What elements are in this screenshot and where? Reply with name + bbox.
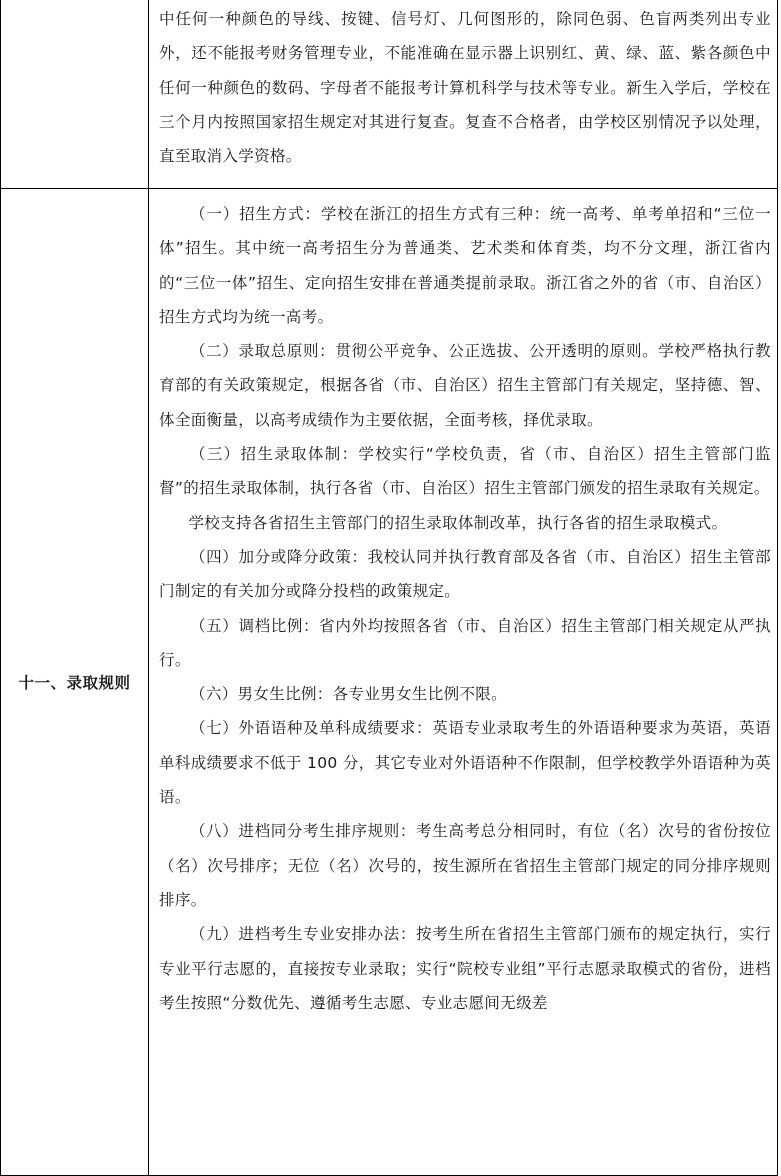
section-label: 十一、录取规则 [1, 189, 149, 1176]
table-row-admission-rules [1, 189, 778, 1176]
table-row-top [1, 0, 778, 189]
top-content-cell [149, 0, 778, 189]
paragraph-major-assignment: （九）进档考生专业安排办法：按考生所在省招生主管部门颁布的规定执行，实行专业平行志愿的，直接按专业录取；实行“院校专业组”平行志愿录取模式的省份，进档考生按照“分数优先、遵循考生志愿、专业志愿间无级差 [159, 925, 771, 1012]
paragraph-admission-system: （三）招生录取体制：学校实行“学校负责，省（市、自治区）招生主管部门监督”的招生录取体制，执行各省（市、自治区）招生主管部门颁发的招生录取有关规定。 [159, 445, 771, 498]
section-content-cell [149, 189, 778, 1176]
top-paragraph: 中任何一种颜色的导线、按键、信号灯、几何图形的，除同色弱、色盲两类列出专业外，还不能报考财务管理专业，不能准确在显示器上识别红、黄、绿、蓝、紫各颜色中任何一种颜色的数码、字母者不能报考计算机科学与技术等专业。新生入学后，学校在三个月内按照国家招生规定对其进行复查。复查不合格者，由学校区别情况予以处理，直至取消入学资格。 [159, 10, 771, 166]
paragraph-bonus-policy: （四）加分或降分政策：我校认同并执行教育部及各省（市、自治区）招生主管部门制定的有关加分或降分投档的政策规定。 [159, 547, 771, 601]
paragraph-reform-support: 学校支持各省招生主管部门的招生录取体制改革，执行各省的招生录取模式。 [188, 513, 728, 532]
paragraph-tie-ranking: （八）进档同分考生排序规则：考生高考总分相同时，有位（名）次号的省份按位（名）次号排序；无位（名）次号的，按生源所在省招生主管部门规定的同分排序规则排序。 [159, 822, 771, 909]
paragraph-general-principle: （二）录取总原则：贯彻公平竞争、公正选拔、公开透明的原则。学校严格执行教育部的有关政策规定，根据各省（市、自治区）招生主管部门有关规定，坚持德、智、体全面衡量，以高考成绩作为主要依据，全面考核，择优录取。 [159, 342, 771, 429]
paragraph-admission-methods: （一）招生方式：学校在浙江的招生方式有三种：统一高考、单考单招和“三位一体”招生。其中统一高考招生分为普通类、艺术类和体育类，均不分文理，浙江省内的“三位一体”招生、定向招生安排在普通类提前录取。浙江省之外的省（市、自治区）招生方式均为统一高考。 [159, 205, 771, 326]
paragraph-file-ratio: （五）调档比例：省内外均按照各省（市、自治区）招生主管部门相关规定从严执行。 [159, 616, 771, 669]
empty-label-cell [1, 0, 149, 189]
paragraph-gender-ratio: （六）男女生比例：各专业男女生比例不限。 [190, 685, 508, 704]
paragraph-language-requirement: （七）外语语种及单科成绩要求：英语专业录取考生的外语语种要求为英语，英语单科成绩要求不低于 100 分，其它专业对外语语种不作限制，但学校教学外语语种为英语。 [159, 719, 771, 807]
